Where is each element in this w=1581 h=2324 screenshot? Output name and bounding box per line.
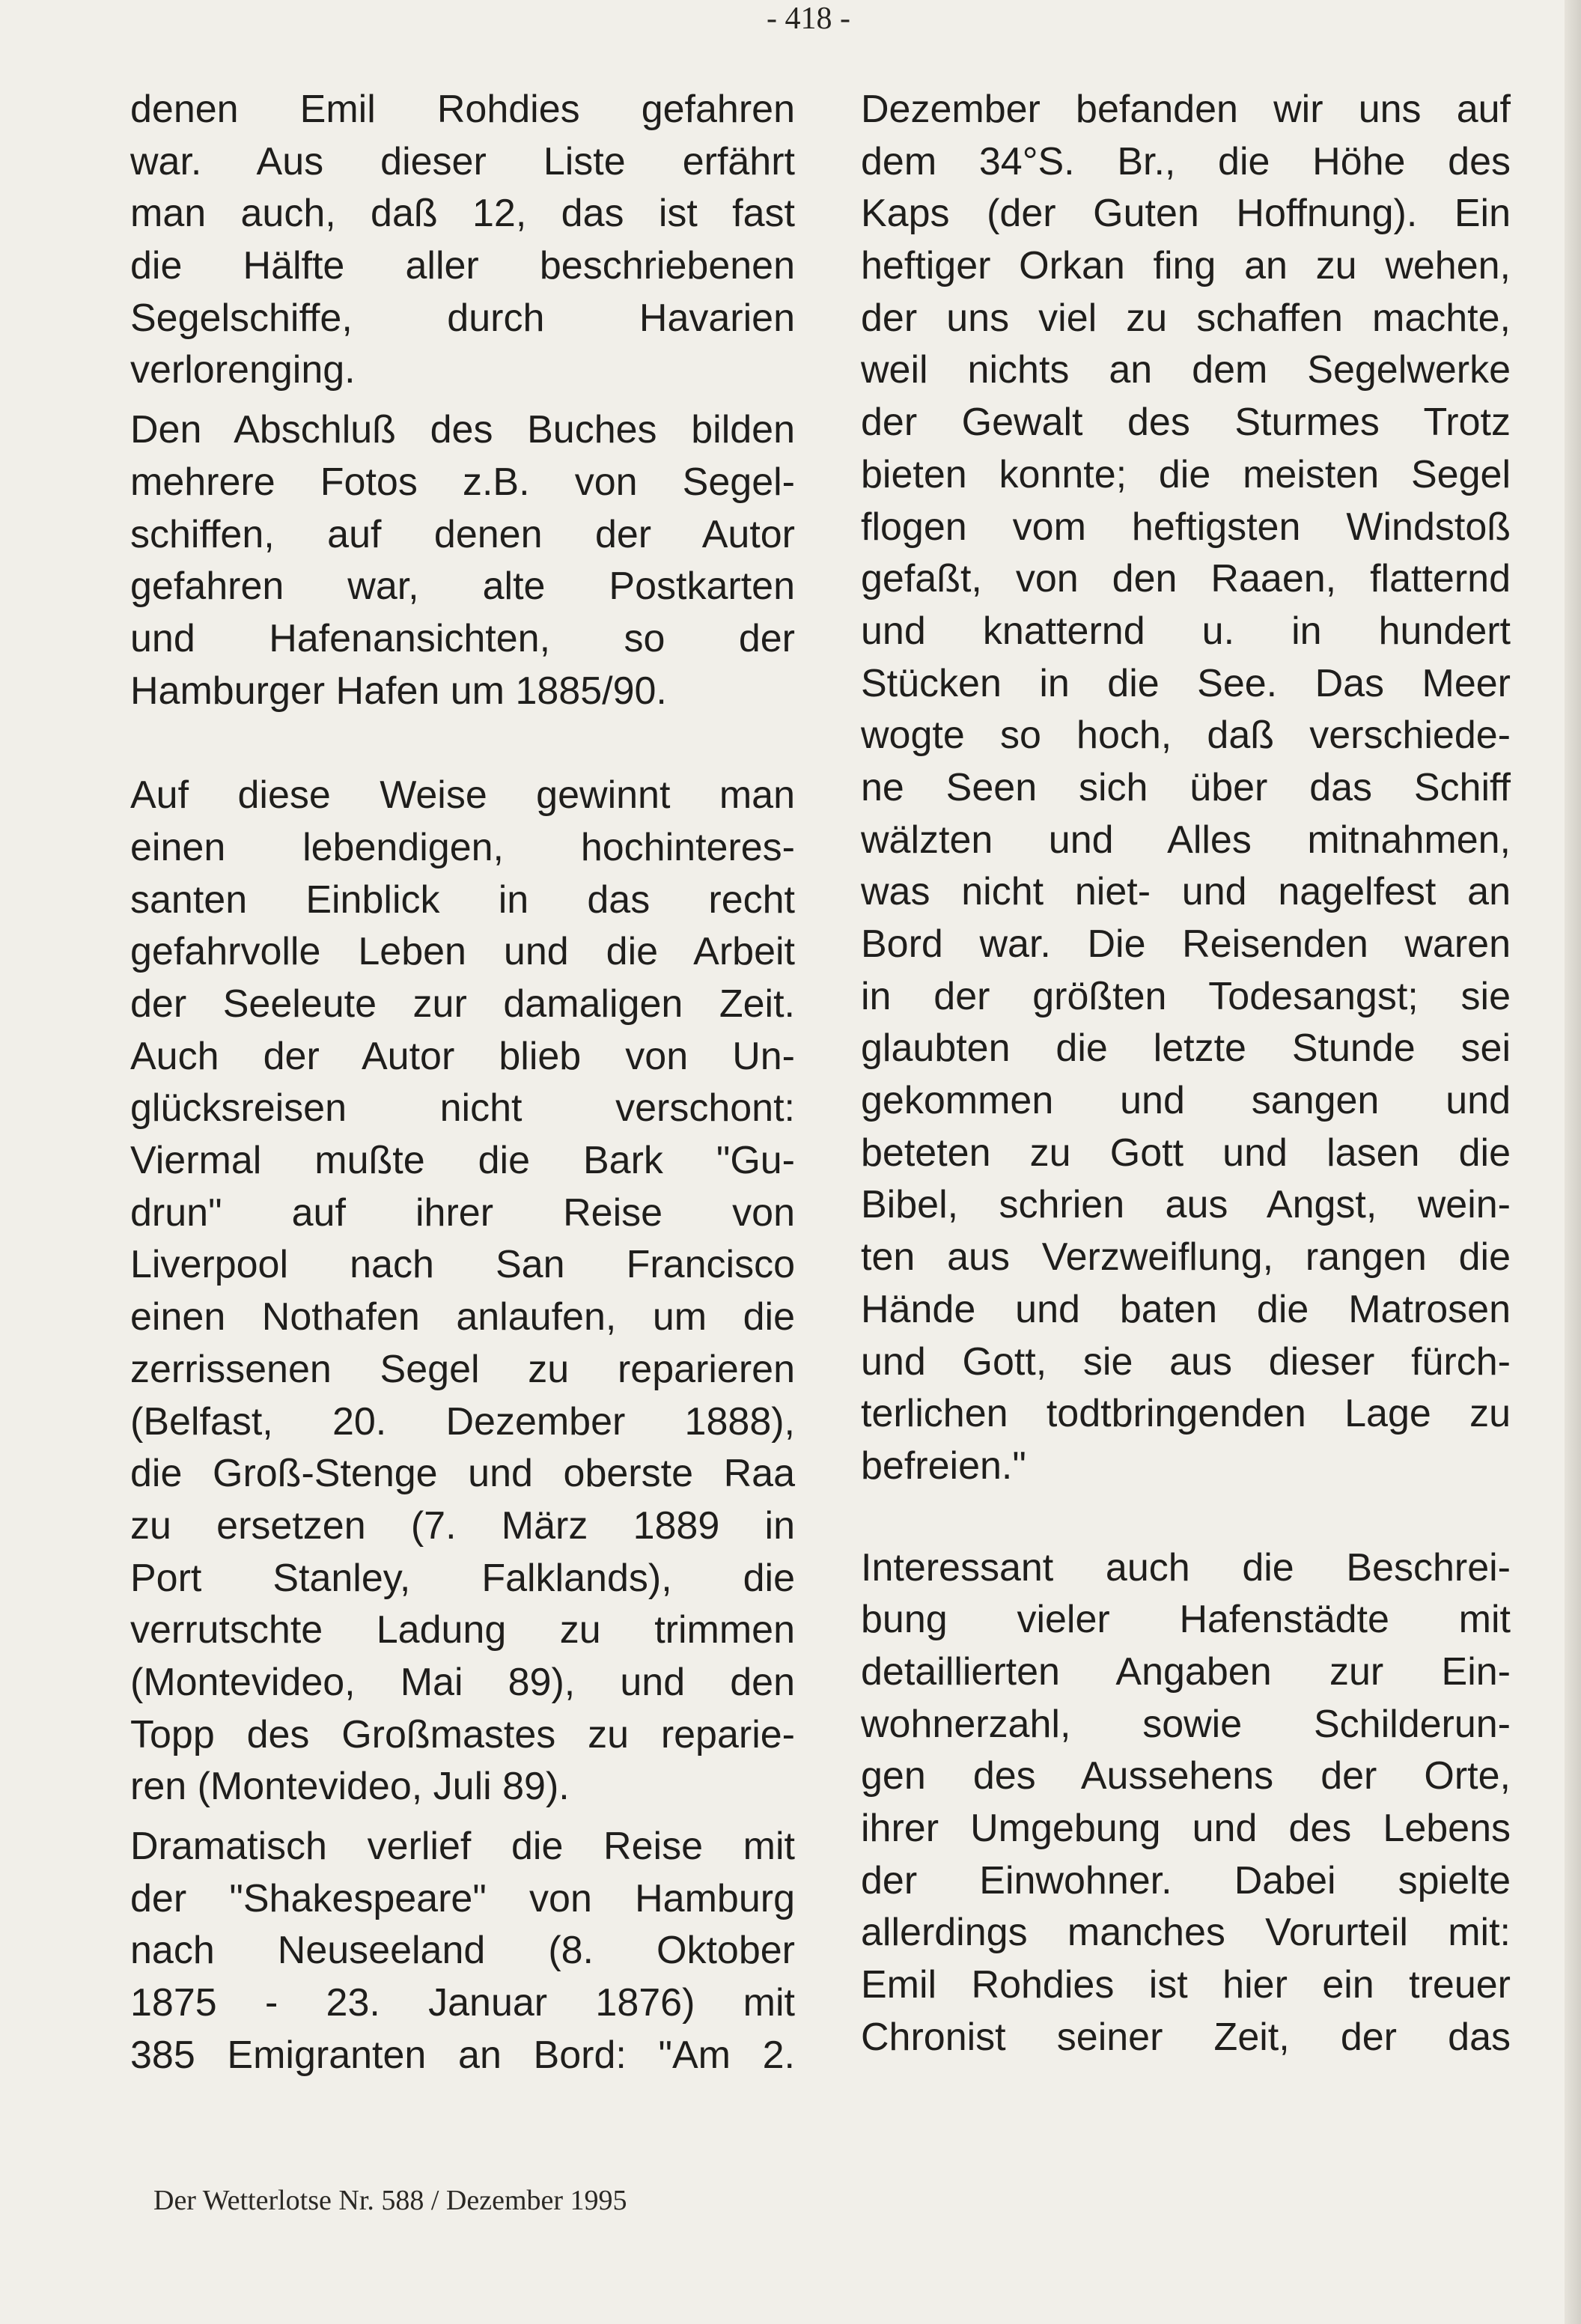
text-line: glücksreisen nicht verschont: [130,1086,795,1131]
text-line: Emil Rohdies ist hier ein treuer [861,1963,1511,2007]
text-line: detaillierten Angaben zur Ein- [861,1649,1511,1694]
text-line: befreien." [861,1444,1026,1488]
text-line: mehrere Fotos z.B. von Segel- [130,460,795,504]
text-line: Interessant auch die Beschrei- [861,1545,1511,1590]
text-line: der Gewalt des Sturmes Trotz [861,401,1511,445]
text-line: einen Nothafen anlaufen, um die [130,1295,795,1339]
page-edge [1565,0,1581,2324]
text-line: Liverpool nach San Francisco [130,1243,795,1287]
text-line: Topp des Großmastes zu reparie- [130,1712,795,1756]
text-line: die Hälfte aller beschriebenen [130,244,795,288]
page-number: - 418 - [767,1,850,36]
text-line: wälzten und Alles mitnahmen, [861,818,1511,862]
text-line: bung vieler Hafenstädte mit [861,1598,1511,1642]
text-line: gen des Aussehens der Orte, [861,1754,1511,1798]
text-line: verlorenging. [130,348,356,392]
text-line: ihrer Umgebung und des Lebens [861,1807,1511,1850]
text-line: 1875 - 23. Januar 1876) mit [130,1981,795,2025]
text-line: einen lebendigen, hochinteres- [130,825,795,869]
text-line: (Belfast, 20. Dezember 1888), [130,1399,795,1444]
right-column [861,84,1511,2063]
text-line: zerrissenen Segel zu reparieren [130,1347,795,1391]
text-line: zu ersetzen (7. März 1889 in [130,1503,795,1548]
text-line: war. Aus dieser Liste erfährt [130,139,795,183]
text-line: gefahren war, alte Postkarten [130,565,795,609]
text-line: terlichen todtbringenden Lage zu [861,1392,1511,1436]
text-line: der Seeleute zur damaligen Zeit. [130,982,795,1026]
text-line: weil nichts an dem Segelwerke [861,348,1511,392]
text-line: flogen vom heftigsten Windstoß [861,505,1511,549]
text-line: Bibel, schrien aus Angst, wein- [861,1183,1511,1227]
text-line: Port Stanley, Falklands), die [130,1556,795,1600]
text-line: glaubten die letzte Stunde sei [861,1026,1511,1071]
text-line: schiffen, auf denen der Autor [130,512,795,556]
text-line: (Montevideo, Mai 89), und den [130,1660,795,1704]
text-line: santen Einblick in das recht [130,877,795,922]
text-line: ten aus Verzweiflung, rangen die [861,1235,1511,1280]
text-line: Bord war. Die Reisenden waren [861,922,1511,966]
text-line: und Gott, sie aus dieser fürch- [861,1339,1511,1384]
text-line: Stücken in die See. Das Meer [861,661,1511,705]
text-line: Chronist seiner Zeit, der das [861,2015,1511,2059]
text-line: Dezember befanden wir uns auf [861,88,1511,131]
text-line: beteten zu Gott und lasen die [861,1131,1511,1175]
left-column [130,84,795,2081]
text-line: Viermal mußte die Bark "Gu- [130,1139,795,1183]
text-line: Dramatisch verlief die Reise mit [130,1825,795,1868]
text-line: denen Emil Rohdies gefahren [130,88,795,131]
text-line: und Hafenansichten, so der [130,616,795,660]
text-line: Kaps (der Guten Hoffnung). Ein [861,192,1511,236]
text-line: der Einwohner. Dabei spielte [861,1858,1511,1902]
text-line: der uns viel zu schaffen machte, [861,296,1511,340]
text-line: Auf diese Weise gewinnt man [130,773,795,818]
text-line: verrutschte Ladung zu trimmen [130,1608,795,1652]
text-line: Den Abschluß des Buches bilden [130,408,795,452]
text-line: Hände und baten die Matrosen [861,1287,1511,1331]
text-line: gekommen und sangen und [861,1079,1511,1123]
text-line: wogte so hoch, daß verschiede- [861,714,1511,758]
text-line: bieten konnte; die meisten Segel [861,452,1511,496]
text-line: man auch, daß 12, das ist fast [130,192,795,236]
text-line: nach Neuseeland (8. Oktober [130,1929,795,1973]
text-line: ne Seen sich über das Schiff [861,765,1511,809]
text-line: ren (Montevideo, Juli 89). [130,1765,570,1809]
text-line: 385 Emigranten an Bord: "Am 2. [130,2033,795,2077]
text-line: dem 34°S. Br., die Höhe des [861,139,1511,183]
text-line: was nicht niet- und nagelfest an [861,870,1511,914]
text-line: gefaßt, von den Raaen, flatternd [861,557,1511,601]
footer-citation: Der Wetterlotse Nr. 588 / Dezember 1995 [153,2185,627,2216]
text-line: gefahrvolle Leben und die Arbeit [130,930,795,974]
text-line: Auch der Autor blieb von Un- [130,1034,795,1078]
text-line: heftiger Orkan fing an zu wehen, [861,244,1511,288]
text-line: allerdings manches Vorurteil mit: [861,1911,1511,1955]
text-line: drun" auf ihrer Reise von [130,1190,795,1235]
text-line: in der größten Todesangst; sie [861,974,1511,1018]
text-line: Segelschiffe, durch Havarien [130,296,795,340]
text-line: Hamburger Hafen um 1885/90. [130,669,667,713]
text-line: wohnerzahl, sowie Schilderun- [861,1702,1511,1746]
text-line: und knatternd u. in hundert [861,609,1511,653]
text-line: die Groß-Stenge und oberste Raa [130,1452,795,1496]
text-line: der "Shakespeare" von Hamburg [130,1876,795,1920]
